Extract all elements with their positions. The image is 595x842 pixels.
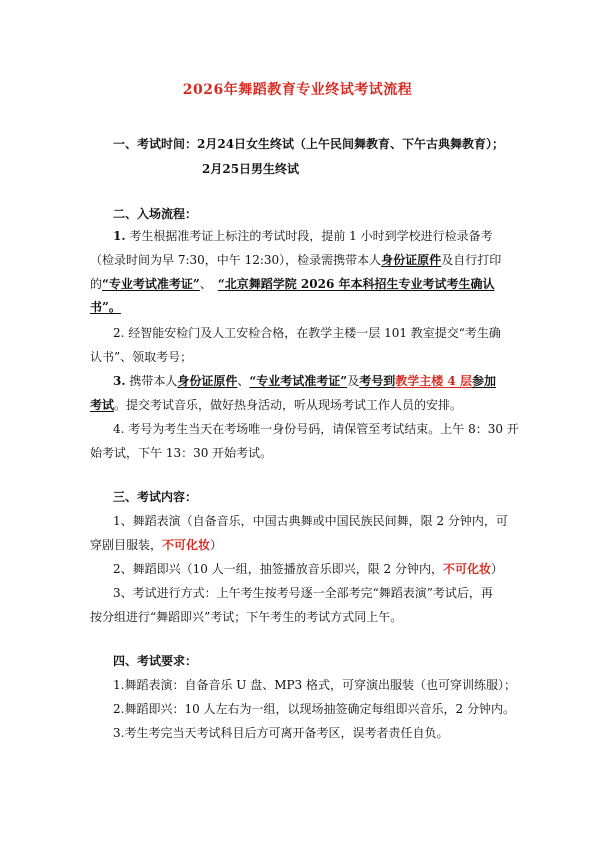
content-item-2-line <box>113 561 503 577</box>
entry-item-3-exam: 考试 <box>90 398 115 412</box>
confirmation-letter-label-end: 书”。 <box>90 300 121 314</box>
section-heading-requirements: 四、考试要求： <box>113 654 198 668</box>
entry-item-3-number: 3. <box>113 374 126 388</box>
entry-item-1-line-3 <box>90 276 495 292</box>
content-item-3-line-2: 按分组进行“舞蹈即兴”考试；下午考生的考试方式同上午。 <box>90 610 403 624</box>
entry-item-1-line-1 <box>113 228 493 244</box>
exam-time-line-2: 2月25日男生终试 <box>202 162 300 176</box>
no-makeup-warning-2: 不可化妆 <box>443 562 492 576</box>
requirement-item-1: 1.舞蹈表演：自备音乐 U 盘、MP3 格式，可穿演出服装（也可穿训练服）； <box>113 678 517 692</box>
entry-item-1-text-4: 的 <box>90 277 103 291</box>
content-item-2-text: 2、舞蹈即兴（10 人一组，抽签播放音乐即兴，限 2 分钟内， <box>113 562 443 576</box>
exam-number-to: 考号到 <box>359 374 396 388</box>
entry-item-4-line-2: 始考试，下午 13：30 开始考试。 <box>90 446 273 460</box>
exam-time-line <box>113 136 504 152</box>
separator: 、 <box>199 277 212 291</box>
admission-ticket-label: “专业考试准考证” <box>102 277 200 291</box>
entry-item-1-text-2: （检录时间为早 7:30，中午 12:30），检录需携带本人 <box>90 253 382 267</box>
requirement-item-2: 2.舞蹈即兴：10 人左右为一组，以现场抽签确定每组即兴音乐，2 分钟内。 <box>113 702 515 716</box>
section-heading-entry: 二、入场流程： <box>113 207 198 221</box>
entry-item-1-text-3: 及自行打印 <box>441 253 502 267</box>
content-item-1-line-1: 1、舞蹈表演（自备音乐，中国古典舞或中国民族民间舞，限 2 分钟内，可 <box>113 514 508 528</box>
entry-item-1-line-2 <box>90 252 501 268</box>
entry-item-3-attend: 参加 <box>471 374 496 388</box>
id-card-original-label: 身份证原件 <box>381 253 442 267</box>
separator-2: 、 <box>237 374 250 388</box>
content-item-1-line-2 <box>90 537 222 553</box>
page-title: 2026年舞蹈教育专业终试考试流程 <box>182 82 413 98</box>
entry-item-3-text-3: 。提交考试音乐，做好热身活动，听从现场考试工作人员的安排。 <box>114 398 463 412</box>
content-item-1-close: ） <box>210 538 223 552</box>
content-item-3-line-1: 3、考试进行方式：上午考生按考号逐一全部考完“舞蹈表演”考试后，再 <box>113 586 493 600</box>
content-item-2-close: ） <box>491 562 504 576</box>
entry-item-2-line-1: 2. 经智能安检门及人工安检合格，在教学主楼一层 101 教室提交“考生确 <box>113 326 501 340</box>
entry-item-3-line-2 <box>90 397 462 413</box>
exam-location-highlight: 教学主楼 4 层 <box>395 374 472 388</box>
requirement-item-3: 3.考生考完当天考试科目后方可离开备考区，误考者责任自负。 <box>113 726 449 740</box>
content-item-1-text: 穿剧目服装， <box>90 538 163 552</box>
exam-time-text: 一、考试时间：2月24日女生终试（上午民间舞教育、下午古典舞教育）； <box>113 137 505 151</box>
section-heading-content: 三、考试内容： <box>113 490 198 504</box>
admission-ticket-label-2: “专业考试准考证” <box>249 374 348 388</box>
id-card-original-label-2: 身份证原件 <box>177 374 238 388</box>
entry-item-1-number: 1. <box>113 229 126 243</box>
entry-item-2-line-2: 认书”、领取考号； <box>90 350 193 364</box>
confirmation-letter-label: “北京舞蹈学院 2026 年本科招生专业考试考生确认 <box>217 277 495 291</box>
no-makeup-warning: 不可化妆 <box>162 538 211 552</box>
entry-item-4-line-1: 4. 考号为考生当天在考场唯一身份号码，请保管至考试结束。上午 8：30 开 <box>113 422 519 436</box>
entry-item-3-text-2: 及 <box>347 374 360 388</box>
entry-item-3-text: 携带本人 <box>129 374 178 388</box>
entry-item-3-line-1 <box>113 373 496 389</box>
entry-item-1-line-4 <box>90 299 121 315</box>
entry-item-1-text: 考生根据准考证上标注的考试时段，提前 1 小时到学校进行检录备考 <box>129 229 493 243</box>
